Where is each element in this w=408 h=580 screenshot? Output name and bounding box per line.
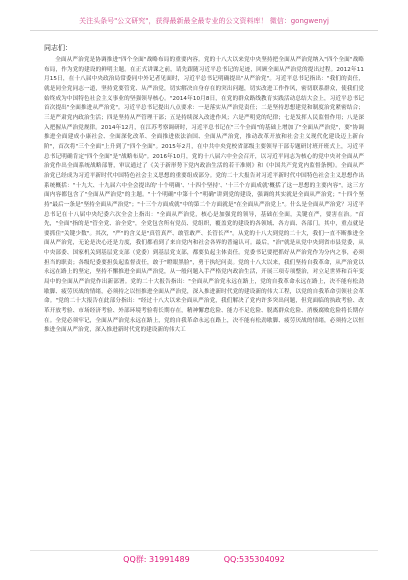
- document-content: [44, 42, 364, 544]
- footer-qq: QQ:535304092: [223, 555, 285, 564]
- footer-qq-group: QQ群: 31991489: [123, 555, 190, 564]
- footer-contact: [0, 552, 408, 568]
- header-divider: [30, 30, 378, 31]
- footer-divider: [30, 550, 378, 551]
- body-paragraph: 全面从严治党是协调推进"四个全面"战略布局的重要内容。党的十八大以来党中央坚持把全面从严治党纳入"四个全面"战略布局，作为党的建设的鲜明主题。在正式讲课之前，请先跟随习近平总书记的足迹，回顾全面从严治党的提出过程。2012年11月15日，在十八届中央政治局常委同中外记者见面时，习近平总书记明确提出"从严治党"。习近平总书记指出："我们的责任，就是同全党同志一道，坚持党要管党、从严治党，切实解决自身存在的突出问题，切实改进工作作风，密切联系群众，使我们党始终成为中国特色社会主义事业的坚强领导核心。"2014年10月8日，在党的群众路线教育实践活动总结大会上，习近平总书记首次提出"全面推进从严治党"。习近平总书记提出八点要求：一是落实从严治党责任；二是坚持思想建党和制度治党紧密结合；三是严肃党内政治生活；四是坚持从严管理干部；五是持续深入改进作风；六是严明党的纪律；七是发挥人民监督作用；八是深入把握从严治党规律。2014年12月，在江苏考察调研时，习近平总书记在"三个全面"的基础上增加了"全面从严治党"，要"协调推进全面建成小康社会、全面深化改革、全面推进依法治国、全面从严治党，推动改革开放和社会主义现代化建设迈上新台阶"，首次将"三个全面"上升到了"四个全面"。2015年2月，在中共中央党校省部级主要领导干部专题研讨班开班式上，习近平总书记明确肯定"四个全面"是"战略布局"。2016年10月，党的十八届六中全会召开，以习近平同志为核心的党中央对全面从严治党作出全面系统战略部署，审议通过了《关于新形势下党内政治生活的若干准则》和《中国共产党党内监督条例》。全面从严治党已经成为习近平新时代中国特色社会主义思想的重要组成部分。党的二十大报告对习近平新时代中国特色社会主义思想作出系统概括："十九大、十九届六中全会提出的'十个明确'、'十四个坚持'、'十三个方面成就'概括了这一思想的主要内容"，这三方面内容都包含了"全面从严治党"的主题。"十个明确"中第十个"明确"讲到党的建设，强调的其实就是全面从严治党；"十四个坚持"最后一条是"坚持全面从严治党"；"十三个方面成就"中的第二个方面就是"在全面从严治党上"。什么是全面从严治党？习近平总书记在十八届中央纪委六次全会上指出："全面从严治党，核心是加强党的领导，基础在全面，关键在严，要害在治。"首先，"全面"指的是"管全党、治全党"，全党包含所有党员、党组织，覆盖党的建设的各领域、各方面、各部门。其中，重点就是要抓住"关键少数"。其次，"严"的含义是"真管真严、敢管敢严、长管长严"。从党的十八大到党的二十大，我们一直不断推进全面从严治党，无论是决心还是力度，我们都看到了来自党内和社会各界的普遍认可。最后，"治"就是从党中央到省市县党委，从中央部委、国家机关到基层党支部（党委）到基层党支部，都要负起主体责任。党委书记要把抓好从严治党作为分内之事，必须担当的职责；各级纪委要担负起监督责任，敢于"瞪眼黑脸"，勇于执纪问责。党的十八大以来，我们坚持自我革命，从严治党以永远在路上的坚定，坚持不懈推进全面从严治党，从一般问题入手严格党内政治生活，开展三项专项整治，对立足世界和百年变局中的全面从严治党作出新部署。党的二十大报告指出："全面从严治党永远在路上，党的自我革命永远在路上，决不能有松劲歇脚、疲劳厌战的情绪，必须持之以恒推进全面从严治党，深入推进新时代党的建设新的伟大工程，以党的自我革命引领社会革命。"党的二十大报告在此部分指出："经过十八大以来全面从严治党，我们解决了党内许多突出问题，但党面临的执政考验、改革开放考验、市场经济考验、外部环境考验将长期存在，精神懈怠危险、能力不足危险、脱离群众危险、消极腐败危险将长期存在。全党必须牢记，全面从严治党永远在路上，党的自我革命永远在路上，决不能有松劲歇脚、疲劳厌战的情绪，必须持之以恒推进全面从严治党，深入推进新时代党的建设新的伟大工: [44, 57, 364, 334]
- salutation: 同志们：: [44, 44, 72, 52]
- header-banner: 关注头条号"公文研究"，获得最新最全最专业的公文资料库！ 微信：gongwenyj: [79, 17, 329, 25]
